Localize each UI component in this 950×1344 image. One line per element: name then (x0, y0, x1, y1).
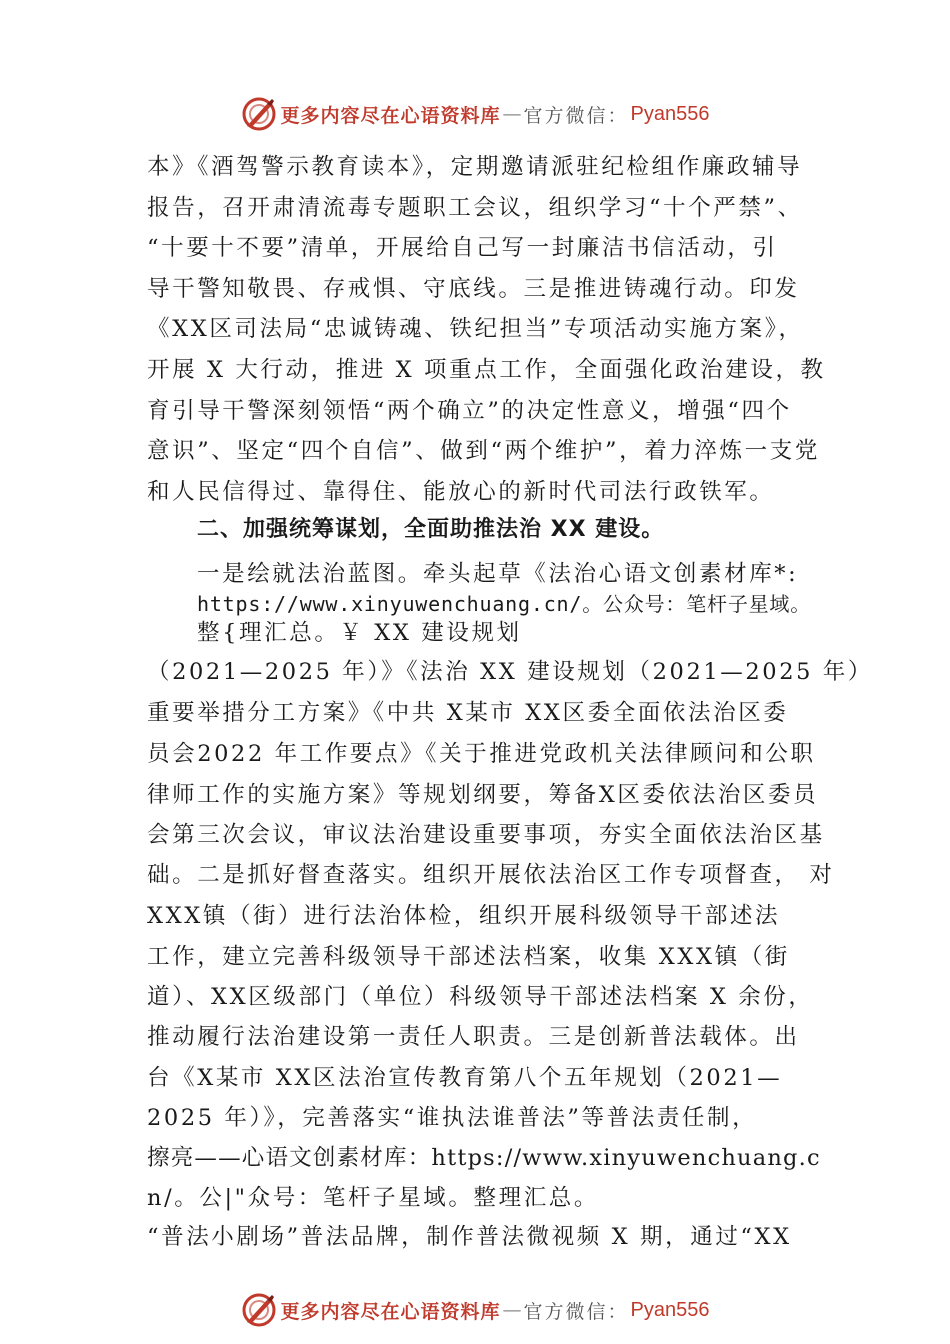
brush-logo-icon (241, 1292, 277, 1328)
paragraph-line: 导干警知敬畏、存戒惧、守底线。三是推进铸魂行动。印发 (147, 276, 800, 302)
paragraph-line: 本》《酒驾警示教育读本》，定期邀请派驻纪检组作廉政辅导 (147, 154, 803, 180)
paragraph-line: 台《X某市 XX区法治宣传教育第八个五年规划（2021— (147, 1065, 783, 1091)
paragraph-line: 擦亮——心语文创素材库：https://www.xinyuwenchuang.c (147, 1145, 821, 1171)
paragraph-line: 育引导干警深刻领悟“两个确立”的决定性意义，增强“四个 (147, 398, 792, 424)
header-watermark (0, 94, 950, 134)
section-heading: 二、加强统筹谋划，全面助推法治 XX 建设。 (197, 517, 665, 542)
paragraph-line: 2025 年）》，完善落实“谁执法谁普法”等普法责任制， (147, 1105, 758, 1131)
paragraph-line: 重要举措分工方案》《中共 X某市 XX区委全面依法治区委 (147, 700, 789, 726)
paragraph-line: 一是绘就法治蓝图。牵头起草《法治心语文创素材库*: (197, 561, 799, 587)
paragraph-line: 会第三次会议，审议法治建设重要事项，夯实全面依法治区基 (147, 822, 825, 848)
paragraph-line: 和人民信得过、靠得住、能放心的新时代司法行政铁军。 (147, 479, 775, 505)
paragraph-line: 整{理汇总。￥ XX 建设规划 (197, 620, 522, 646)
banner-dash: — (502, 1299, 522, 1321)
paragraph-line: “普法小剧场”普法品牌，制作普法微视频 X 期，通过“XX (147, 1224, 792, 1250)
paragraph-line: （2021—2025 年）》《法治 XX 建设规划（2021—2025 年） (147, 659, 873, 685)
banner-dash: — (502, 103, 522, 125)
banner-wechat-label: 官方微信： (523, 1300, 629, 1323)
paragraph-line: 报告，召开肃清流毒专题职工会议，组织学习“十个严禁”、 (147, 195, 803, 221)
paragraph-line: 工作，建立完善科级领导干部述法档案，收集 XXX镇（街 (147, 944, 790, 970)
banner-wechat-id: Pyan556 (630, 1298, 710, 1321)
banner-wechat-label: 官方微信： (523, 104, 629, 127)
brush-logo-icon (241, 96, 277, 132)
paragraph-line: 律师工作的实施方案》等规划纲要，筹备X区委依法治区委员 (147, 782, 819, 808)
footer-watermark (0, 1290, 950, 1330)
banner-wechat-id: Pyan556 (630, 102, 710, 125)
paragraph-line: 《XX区司法局“忠诚铸魂、铁纪担当”专项活动实施方案》， (147, 316, 804, 342)
paragraph-line: 员会2022 年工作要点》《关于推进党政机关法律顾问和公职 (147, 741, 816, 767)
paragraph-line: XXX镇（街）进行法治体检，组织开展科级领导干部述法 (147, 903, 781, 929)
paragraph-line: “十要十不要”清单，开展给自己写一封廉洁书信活动，引 (147, 235, 778, 261)
paragraph-line: 道）、XX区级部门（单位）科级领导干部述法档案 X 余份， (147, 984, 814, 1010)
paragraph-line: n/。公|"众号：笔杆子星域。整理汇总。 (147, 1185, 600, 1211)
banner-main-text: 更多内容尽在心语资料库 (280, 1300, 501, 1323)
paragraph-line: https://www.xinyuwenchuang.cn/。公众号：笔杆子星域。 (197, 592, 812, 616)
banner-main-text: 更多内容尽在心语资料库 (280, 104, 501, 127)
paragraph-line: 础。二是抓好督查落实。组织开展依法治区工作专项督查， 对 (147, 862, 835, 888)
paragraph-line: 开展 X 大行动，推进 X 项重点工作，全面强化政治建设，教 (147, 357, 826, 383)
paragraph-line: 意识”、坚定“四个自信”、做到“两个维护”，着力淬炼一支党 (147, 438, 820, 464)
paragraph-line: 推动履行法治建设第一责任人职责。三是创新普法载体。出 (147, 1024, 800, 1050)
